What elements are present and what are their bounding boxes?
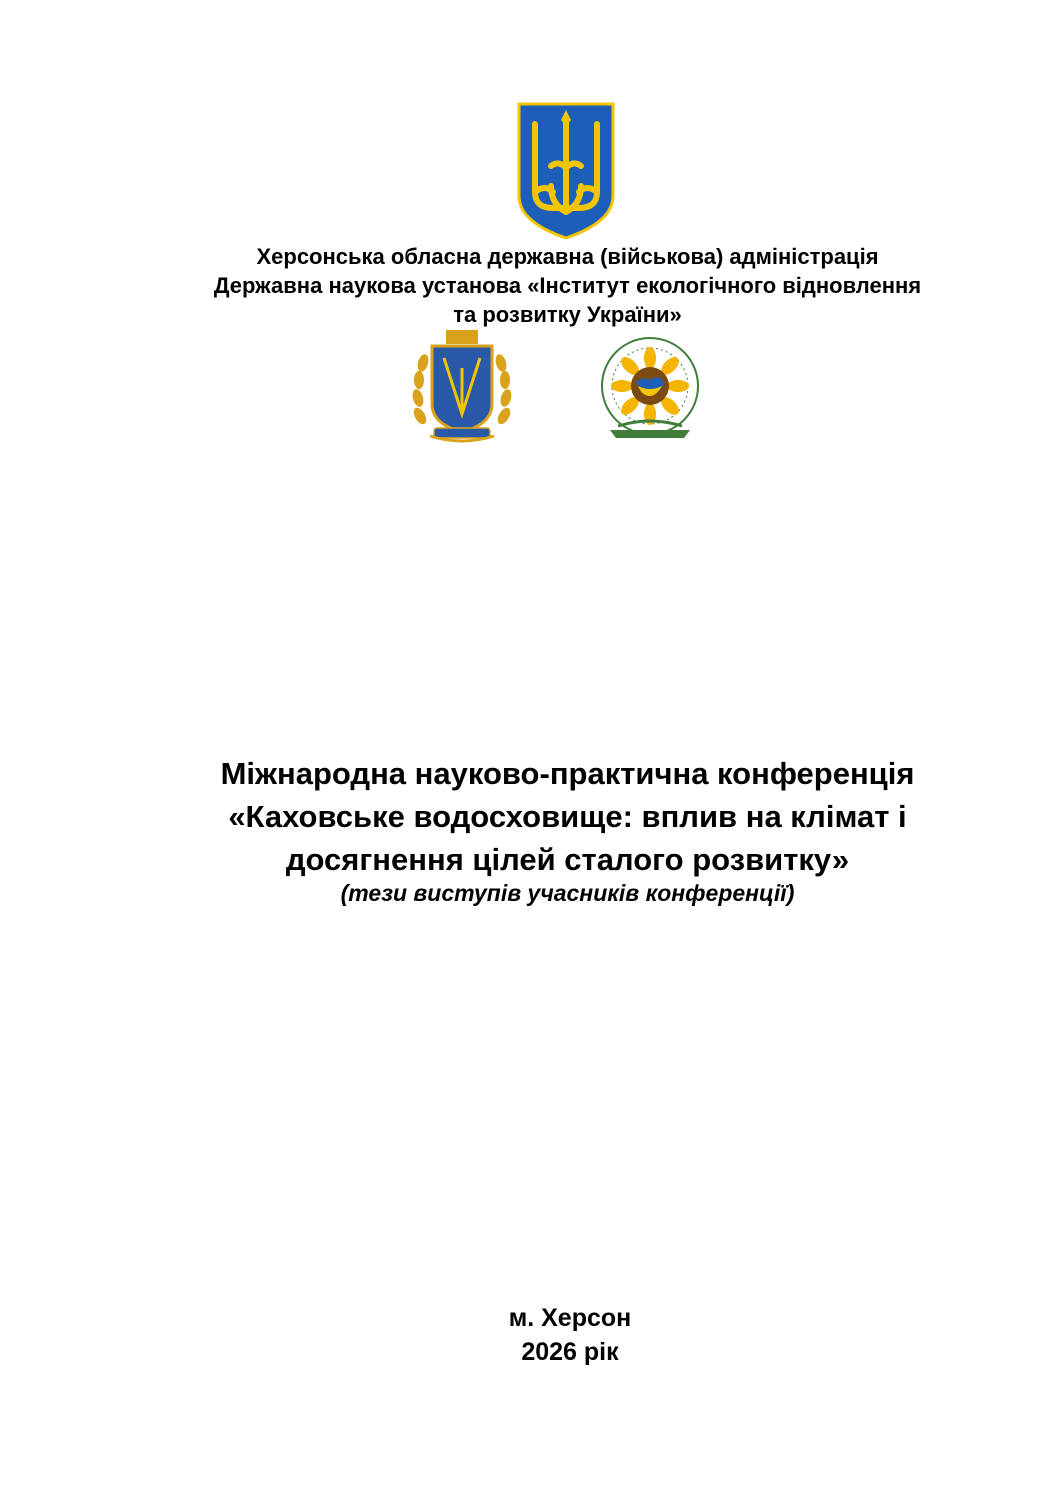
org-line-1: Херсонська обласна державна (військова) адміністрація — [256, 244, 879, 269]
institute-sunflower-emblem-icon — [588, 334, 712, 444]
conference-subtitle: (тези виступів учасників конференції) — [340, 880, 795, 906]
conference-title-line-2: «Каховське водосховище: вплив на клімат і — [228, 799, 907, 834]
city-label: м. Херсон — [508, 1304, 632, 1332]
ukraine-coat-of-arms-icon — [515, 100, 617, 240]
year-label: 2026 рік — [521, 1338, 619, 1366]
org-line-2: Державна наукова установа «Інститут екологічного відновлення — [213, 273, 922, 298]
conference-title-line-1: Міжнародна науково-практична конференція — [220, 756, 915, 791]
kherson-oblast-coat-of-arms-icon — [410, 328, 514, 444]
org-line-3: та розвитку України» — [453, 302, 682, 327]
conference-title-line-3: досягнення цілей сталого розвитку» — [285, 842, 850, 877]
